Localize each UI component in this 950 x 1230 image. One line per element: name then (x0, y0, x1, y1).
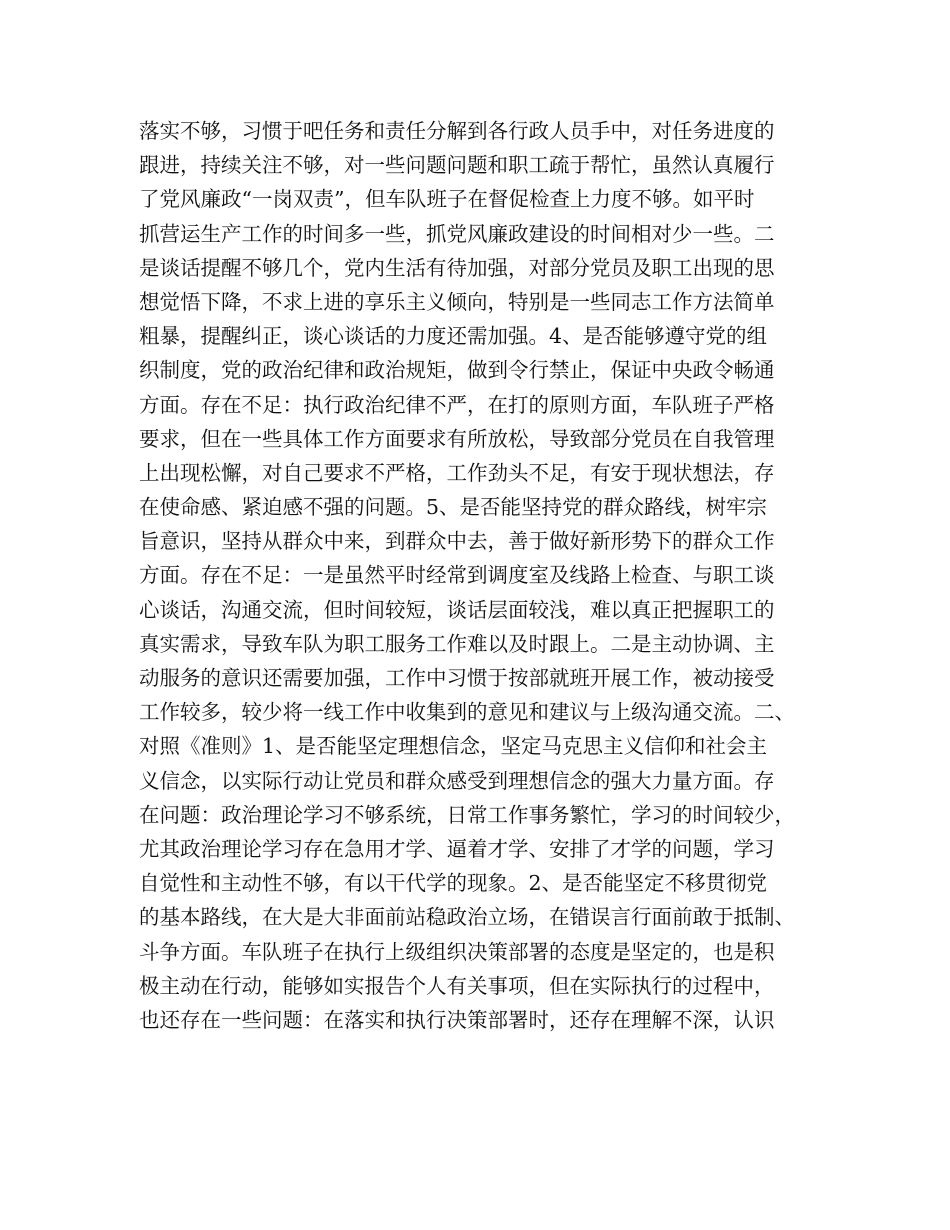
text-line: 落实不够，习惯于吧任务和责任分解到各行政人员手中，对任务进度的 (139, 119, 775, 143)
text-line: 要求，但在一些具体工作方面要求有所放松，导致部分党员在自我管理 (139, 426, 775, 451)
text-line: 是谈话提醒不够几个，党内生活有待加强，对部分党员及职工出现的思 (139, 255, 775, 280)
text-line: 上出现松懈，对自己要求不严格，工作劲头不足，有安于现状想法，存 (139, 460, 775, 485)
text-line: 心谈话，沟通交流，但时间较短，谈话层面较浅，难以真正把握职工的 (139, 597, 775, 622)
text-line: 尤其政治理论学习存在急用才学、逼着才学、安排了才学的问题，学习 (139, 836, 775, 861)
text-line: 对照《准则》1、是否能坚定理想信念，坚定马克思主义信仰和社会主 (139, 734, 768, 759)
text-line: 在问题：政治理论学习不够系统，日常工作事务繁忙，学习的时间较少， (139, 802, 795, 827)
text-line: 跟进，持续关注不够，对一些问题问题和职工疏于帮忙，虽然认真履行 (139, 153, 775, 178)
text-line: 粗暴，提醒纠正，谈心谈话的力度还需加强。4、是否能够遵守党的组 (139, 324, 768, 349)
text-line: 了党风廉政“一岗双责”，但车队班子在督促检查上力度不够。如平时 (139, 187, 755, 212)
text-line: 也还存在一些问题：在落实和执行决策部署时，还存在理解不深，认识 (139, 1007, 775, 1032)
text-line: 极主动在行动，能够如实报告个人有关事项，但在实际执行的过程中， (139, 973, 775, 998)
text-line: 想觉悟下降，不求上进的享乐主义倾向，特别是一些同志工作方法简单 (139, 289, 775, 314)
text-line: 方面。存在不足：一是虽然平时经常到调度室及线路上检查、与职工谈 (139, 563, 775, 588)
text-line: 自觉性和主动性不够，有以干代学的现象。2、是否能坚定不移贯彻党 (139, 871, 768, 896)
body-text (139, 114, 819, 1037)
text-line: 工作较多，较少将一线工作中收集到的意见和建议与上级沟通交流。二、 (139, 700, 795, 725)
text-line: 斗争方面。车队班子在执行上级组织决策部署的态度是坚定的，也是积 (139, 939, 775, 964)
text-line: 动服务的意识还需要加强，工作中习惯于按部就班开展工作，被动接受 (139, 666, 775, 690)
text-line: 方面。存在不足：执行政治纪律不严，在打的原则方面，车队班子严格 (139, 392, 775, 417)
text-line: 真实需求，导致车队为职工服务工作难以及时跟上。二是主动协调、主 (139, 631, 775, 656)
text-line: 义信念，以实际行动让党员和群众感受到理想信念的强大力量方面。存 (139, 768, 775, 793)
text-line: 在使命感、紧迫感不强的问题。5、是否能坚持党的群众路线，树牢宗 (139, 495, 768, 520)
text-line: 旨意识，坚持从群众中来，到群众中去，善于做好新形势下的群众工作 (139, 529, 775, 554)
text-line: 的基本路线，在大是大非面前站稳政治立场，在错误言行面前敢于抵制、 (139, 905, 795, 930)
text-line: 抓营运生产工作的时间多一些，抓党风廉政建设的时间相对少一些。二 (139, 221, 775, 246)
text-line: 织制度，党的政治纪律和政治规矩，做到令行禁止，保证中央政令畅通 (139, 358, 775, 383)
